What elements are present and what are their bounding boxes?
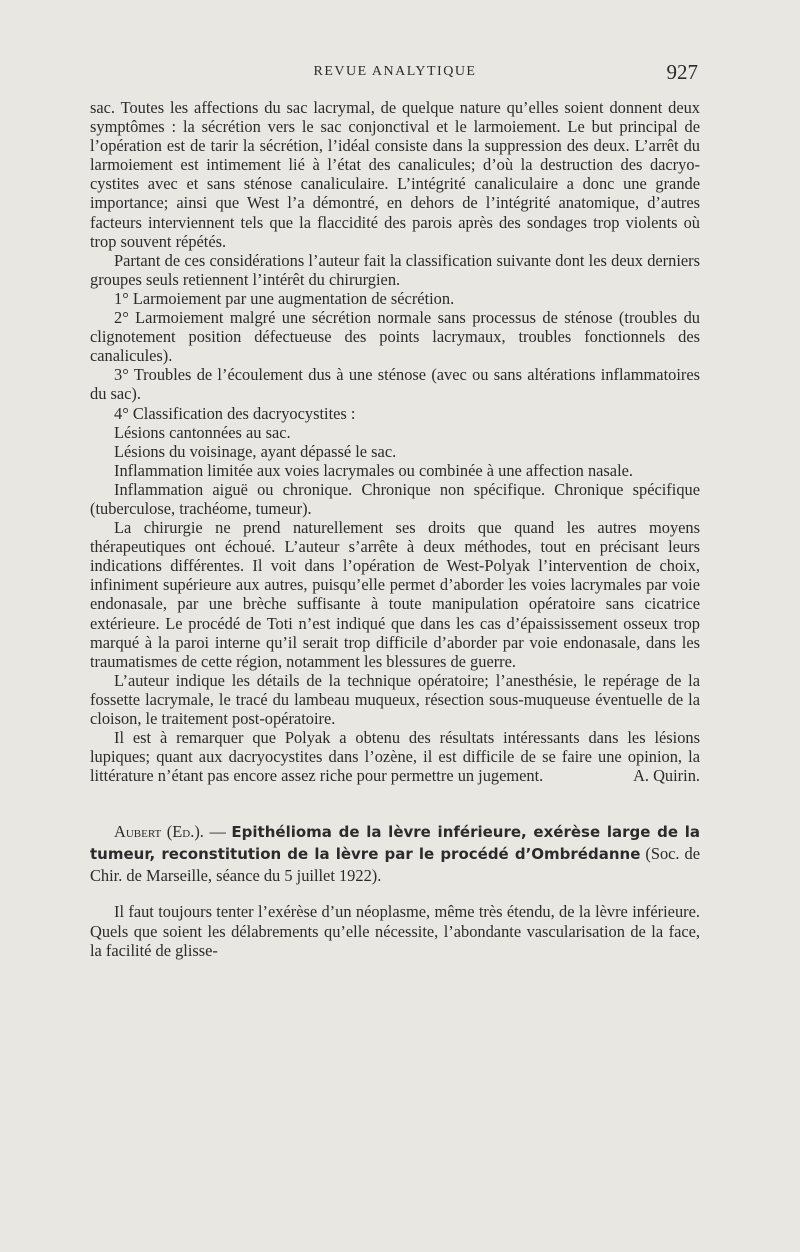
- running-title: REVUE ANALYTIQUE: [313, 64, 477, 79]
- article-title: Epithélioma de la lèvre inférieure, exérèse large de la tumeur, reconstitution de la lèvre par le procédé d’Ombrédanne: [90, 823, 700, 864]
- paragraph-surgery: La chirurgie ne prend naturellement ses droits que quand les autres moyens thérapeutiques ont échoué. L’auteur s’arrête à deux méthodes, tout en précisant leurs indications différentes. Il voit dans l’opération de West-Polyak l’intervention de choix, infiniment supérieure aux autres, puisqu’elle permet d’aborder les voies lacrymales par voie endonasale, par une brèche suffisante à toute manipulation opératoire sans cicatrice extérieure. Le procédé de Toti n’est indiqué que dans les cas d’épaississement osseux trop marqué à la paroi interne qu’il serait trop difficile d’aborder par voie endonasale, dans les traumatismes de cette région, notamment les blessures de guerre.: [90, 518, 700, 671]
- page-number: 927: [666, 60, 698, 84]
- paragraph-2: Partant de ces considérations l’auteur fait la classification suivante dont les deux derniers groupes seuls retiennent l’intérêt du chirurgien.: [90, 250, 700, 289]
- page-body: [90, 98, 700, 960]
- paragraph-polyak: Il est à remarquer que Polyak a obtenu des résultats intéressants dans les lésions lupiques; quant aux dacryocystites dans l’ozène, il est difficile de se faire une opinion, la littérature n’étant pas encore assez riche pour permettre un jugement.: [90, 728, 700, 786]
- list-item-4: 4° Classification des dacryocystites :: [114, 403, 356, 423]
- paragraph-technique: L’auteur indique les détails de la technique opératoire; l’anesthésie, le repérage de la fossette lacrymale, le tracé du lambeau muqueux, résection sous-muqueuse éventuelle de la cloison, le traitement post-opératoire.: [90, 670, 700, 728]
- article-body: Il faut toujours tenter l’exérèse d’un néoplasme, même très étendu, de la lèvre inférieure. Quels que soient les délabrements qu’elle nécessite, l’abondante vascularisation de la face, la facilité de glisse-: [90, 902, 700, 960]
- article-heading: [90, 821, 700, 886]
- sub-item-1: Lésions cantonnées au sac.: [114, 422, 291, 442]
- list-item-1: 1° Larmoiement par une augmentation de sécrétion.: [114, 288, 455, 308]
- article-source: (Soc. de Chir. de Marseille, séance du 5 juillet 1922).: [90, 844, 700, 886]
- list-item-3: 3° Troubles de l’écoulement dus à une sténose (avec ou sans altérations inflammatoires du sac).: [90, 365, 700, 404]
- sub-item-4: Inflammation aiguë ou chronique. Chronique non spécifique. Chronique spécifique (tuberculose, trachéome, tumeur).: [90, 479, 700, 518]
- paragraph-1: sac. Toutes les affections du sac lacrymal, de quelque nature qu’elles soient donnent deux symptômes : la sécrétion vers le sac conjonctival et le larmoiement. Le but principal de l’opération est de tarir la sécrétion, l’idéal consiste dans la suppression des deux. L’arrêt du larmoiement est intimement lié à l’état des canalicules; d’où la destruction des dacryo-cystites avec et sans sténose canaliculaire. L’intégrité canaliculaire a donc une grande importance; ainsi que West l’a démontré, en dehors de l’intégrité anatomique, d’autres facteurs interviennent tels que la flaccidité des parois après des sondages trop violents où trop souvent répétés.: [90, 98, 700, 251]
- list-item-2: 2° Larmoiement malgré une sécrétion normale sans processus de sténose (troubles du clignotement position défectueuse des points lacrymaux, troubles fonctionnels des canalicules).: [90, 308, 700, 366]
- signature: A. Quirin.: [633, 766, 700, 786]
- page-header: [90, 60, 700, 86]
- sub-item-3: Inflammation limitée aux voies lacrymales ou combinée à une affection nasale.: [114, 460, 633, 480]
- article-author: Aubert (Ed.). —: [114, 822, 226, 842]
- sub-item-2: Lésions du voisinage, ayant dépassé le sac.: [114, 441, 397, 461]
